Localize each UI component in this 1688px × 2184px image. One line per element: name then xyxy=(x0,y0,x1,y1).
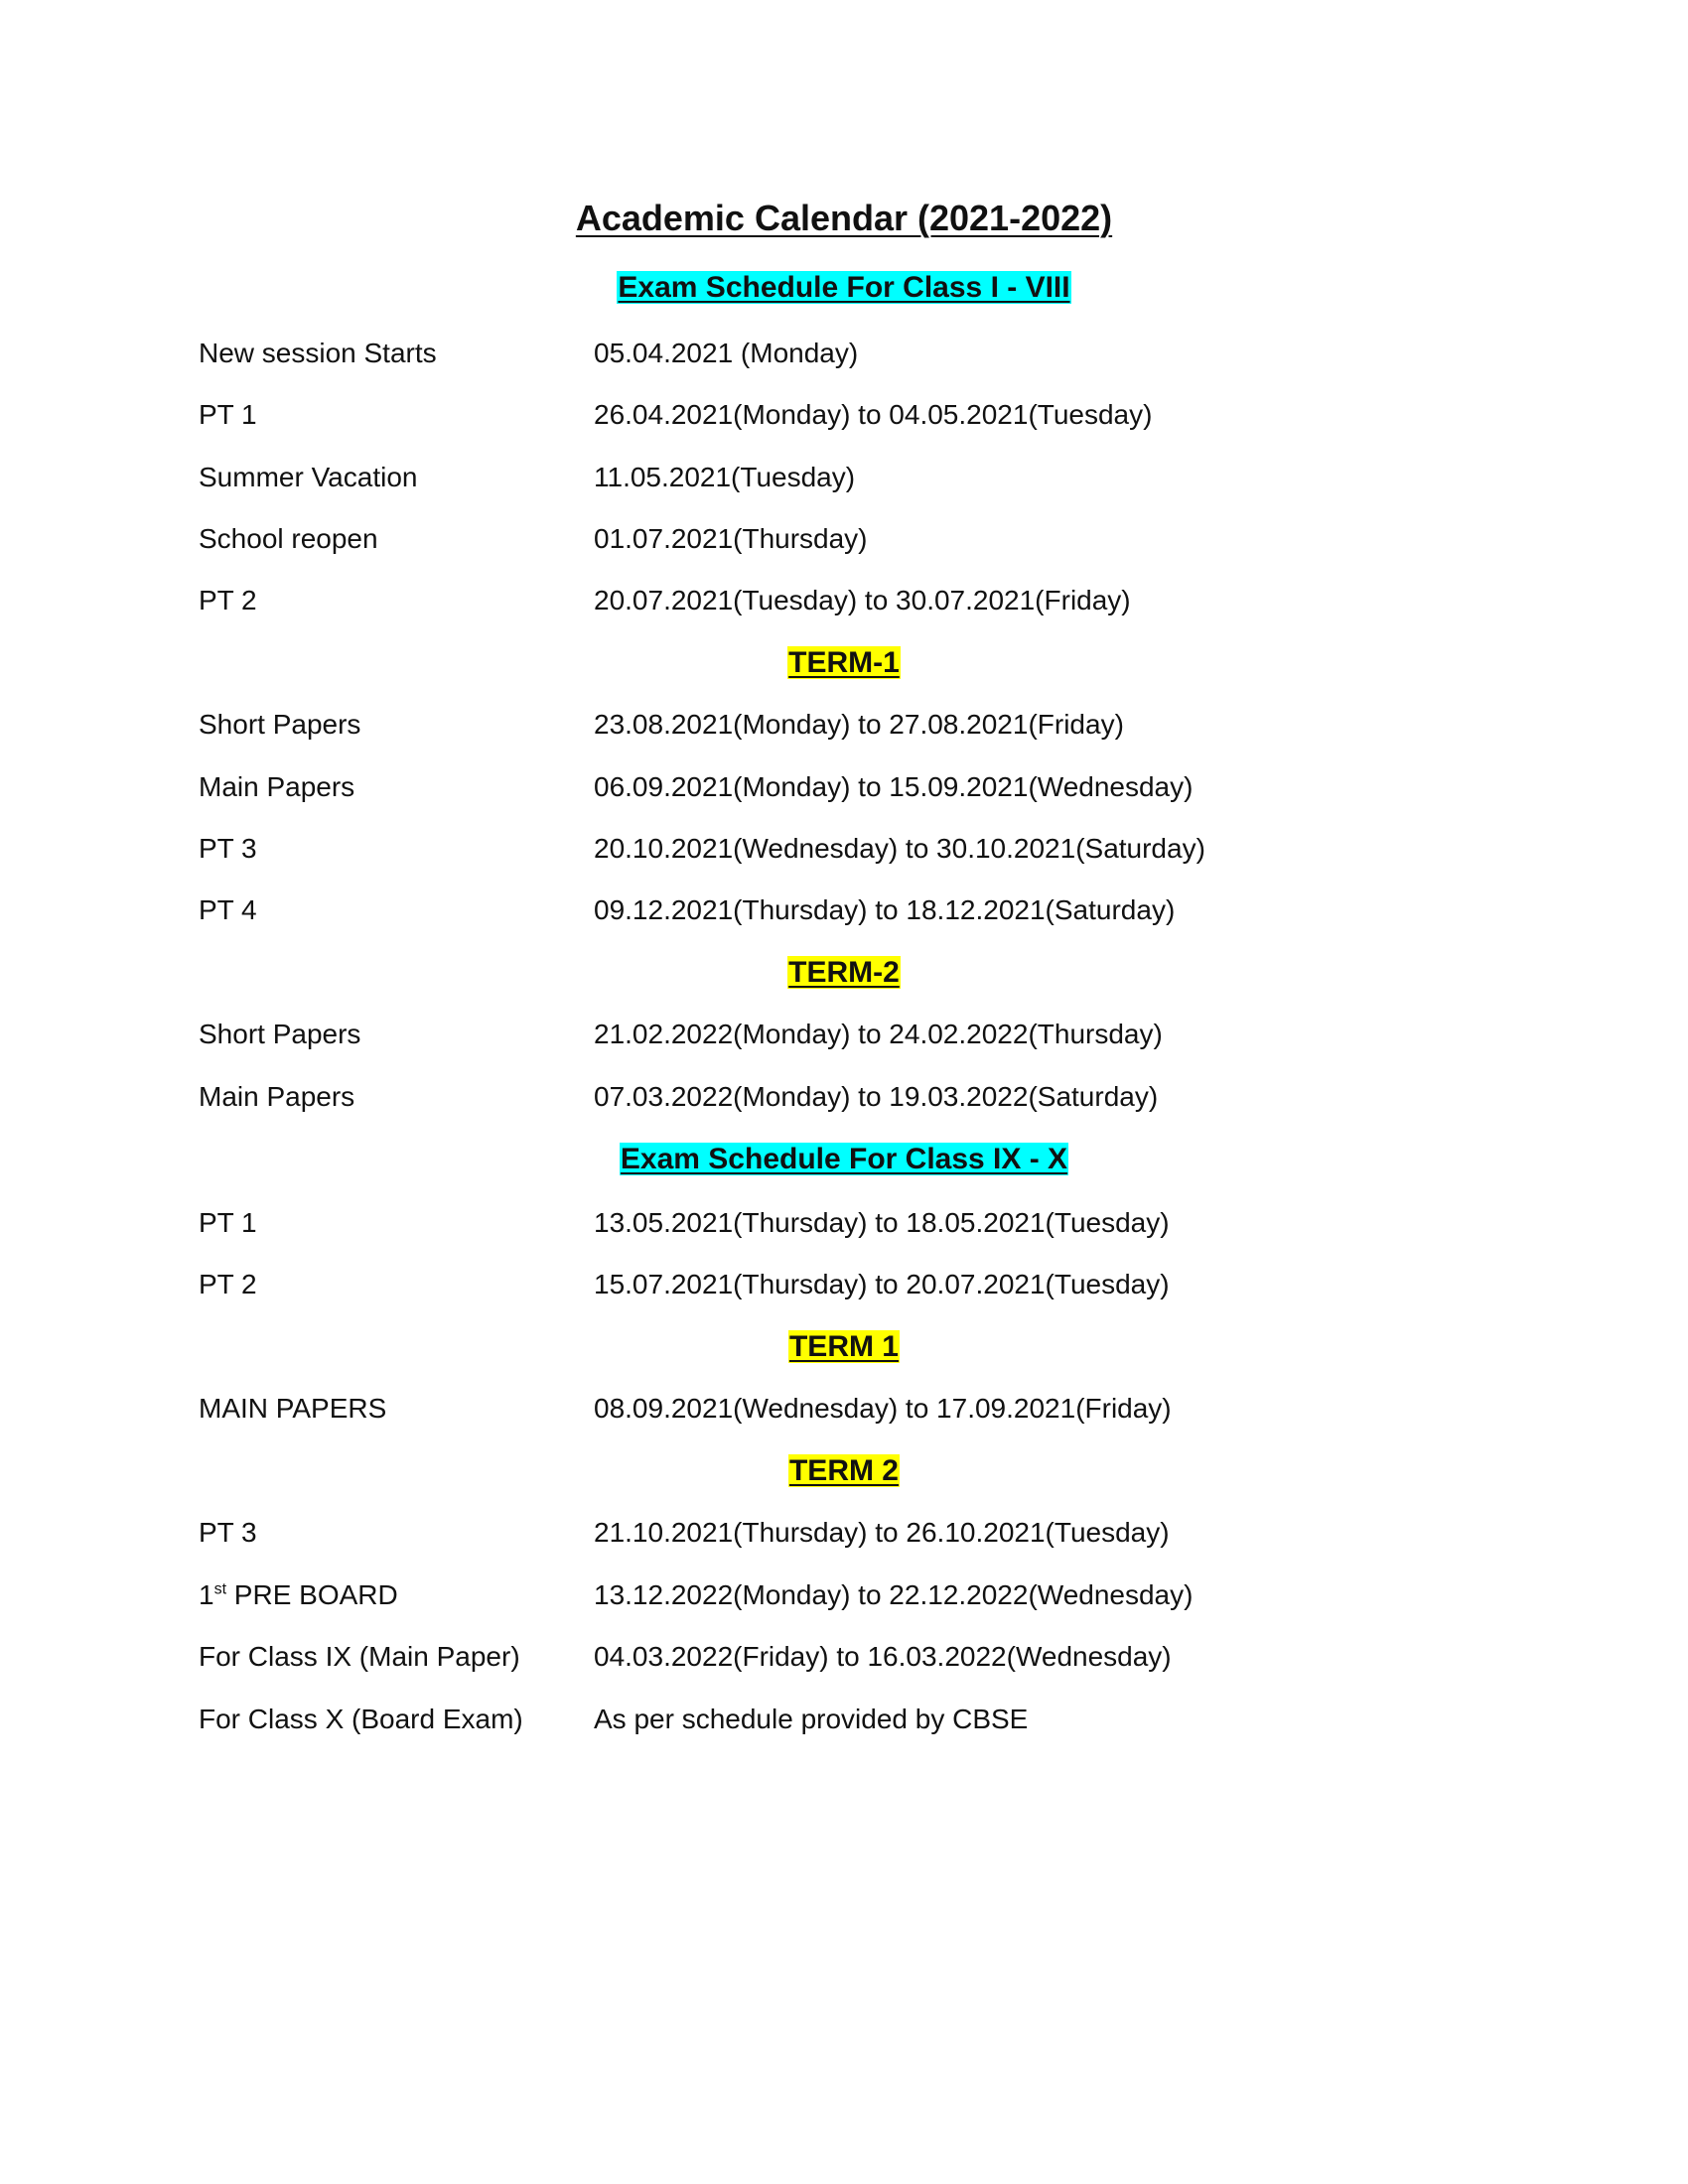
row-label: School reopen xyxy=(199,523,378,554)
row-label: PT 1 xyxy=(199,399,257,430)
row-label-rest: PRE BOARD xyxy=(226,1579,398,1610)
row-value: 11.05.2021(Tuesday) xyxy=(594,462,856,492)
row-value: 23.08.2021(Monday) to 27.08.2021(Friday) xyxy=(594,709,1124,740)
row-label: Main Papers xyxy=(199,1081,355,1112)
row-value: 21.10.2021(Thursday) to 26.10.2021(Tuesday) xyxy=(594,1517,1170,1548)
row-label: PT 2 xyxy=(199,1269,257,1299)
row-value: 15.07.2021(Thursday) to 20.07.2021(Tuesday) xyxy=(594,1269,1170,1299)
schedule-row xyxy=(0,334,1688,373)
row-value: 08.09.2021(Wednesday) to 17.09.2021(Friday) xyxy=(594,1393,1172,1424)
row-value: 04.03.2022(Friday) to 16.03.2022(Wednesday) xyxy=(594,1641,1172,1672)
row-value: 20.10.2021(Wednesday) to 30.10.2021(Saturday) xyxy=(594,833,1205,864)
row-value: 01.07.2021(Thursday) xyxy=(594,523,868,554)
row-label: New session Starts xyxy=(199,338,437,368)
schedule-row xyxy=(0,1513,1688,1553)
row-value: 20.07.2021(Tuesday) to 30.07.2021(Friday) xyxy=(594,585,1131,615)
ordinal-suffix: st xyxy=(213,1580,227,1598)
row-value: 13.12.2022(Monday) to 22.12.2022(Wednesday) xyxy=(594,1579,1194,1610)
schedule-row xyxy=(0,1015,1688,1054)
row-label: MAIN PAPERS xyxy=(199,1393,387,1424)
row-label: PT 3 xyxy=(199,833,257,864)
term-heading-text: TERM 2 xyxy=(788,1454,899,1487)
schedule-row xyxy=(0,1389,1688,1429)
schedule-row xyxy=(0,1637,1688,1677)
page-title xyxy=(0,195,1688,242)
row-label: PT 3 xyxy=(199,1517,257,1548)
term-heading-term-1 xyxy=(0,1327,1688,1367)
schedule-row xyxy=(0,1077,1688,1117)
term-heading-term-2 xyxy=(0,1451,1688,1491)
row-label: For Class X (Board Exam) xyxy=(199,1704,523,1734)
term-heading-term-2 xyxy=(0,953,1688,993)
schedule-row xyxy=(0,1700,1688,1739)
row-label: PT 2 xyxy=(199,585,257,615)
schedule-row xyxy=(0,1575,1688,1615)
page-title-text: Academic Calendar (2021-2022) xyxy=(575,198,1113,238)
schedule-row xyxy=(0,1265,1688,1304)
row-value: 09.12.2021(Thursday) to 18.12.2021(Saturday) xyxy=(594,894,1176,925)
row-value: 07.03.2022(Monday) to 19.03.2022(Saturday) xyxy=(594,1081,1159,1112)
schedule-row xyxy=(0,705,1688,745)
row-value: 13.05.2021(Thursday) to 18.05.2021(Tuesday) xyxy=(594,1207,1170,1238)
schedule-row xyxy=(0,890,1688,930)
ordinal-number: 1 xyxy=(199,1579,214,1610)
row-value: 06.09.2021(Monday) to 15.09.2021(Wednesday) xyxy=(594,771,1194,802)
term-heading-text: TERM-1 xyxy=(788,646,900,679)
schedule-row xyxy=(0,1203,1688,1243)
row-label: Main Papers xyxy=(199,771,355,802)
schedule-row xyxy=(0,829,1688,869)
row-label-pre-board xyxy=(199,1575,398,1615)
schedule-row xyxy=(0,458,1688,497)
term-heading-text: TERM-2 xyxy=(788,956,900,989)
row-value: As per schedule provided by CBSE xyxy=(594,1704,1029,1734)
row-label: PT 4 xyxy=(199,894,257,925)
row-label: For Class IX (Main Paper) xyxy=(199,1641,520,1672)
schedule-row xyxy=(0,767,1688,807)
row-label: PT 1 xyxy=(199,1207,257,1238)
section-heading-text: Exam Schedule For Class I - VIII xyxy=(618,271,1070,304)
term-heading-term-1 xyxy=(0,643,1688,683)
term-heading-text: TERM 1 xyxy=(788,1330,899,1363)
row-label: Short Papers xyxy=(199,709,361,740)
section-heading-text: Exam Schedule For Class IX - X xyxy=(620,1143,1068,1175)
schedule-row xyxy=(0,519,1688,559)
row-label: Short Papers xyxy=(199,1019,361,1049)
row-value: 21.02.2022(Monday) to 24.02.2022(Thursday) xyxy=(594,1019,1163,1049)
row-value: 05.04.2021 (Monday) xyxy=(594,338,859,368)
schedule-row xyxy=(0,581,1688,620)
row-label: Summer Vacation xyxy=(199,462,418,492)
row-value: 26.04.2021(Monday) to 04.05.2021(Tuesday) xyxy=(594,399,1153,430)
section-heading-class-ix-x xyxy=(0,1140,1688,1179)
section-heading-class-i-viii xyxy=(0,268,1688,308)
schedule-row xyxy=(0,395,1688,435)
